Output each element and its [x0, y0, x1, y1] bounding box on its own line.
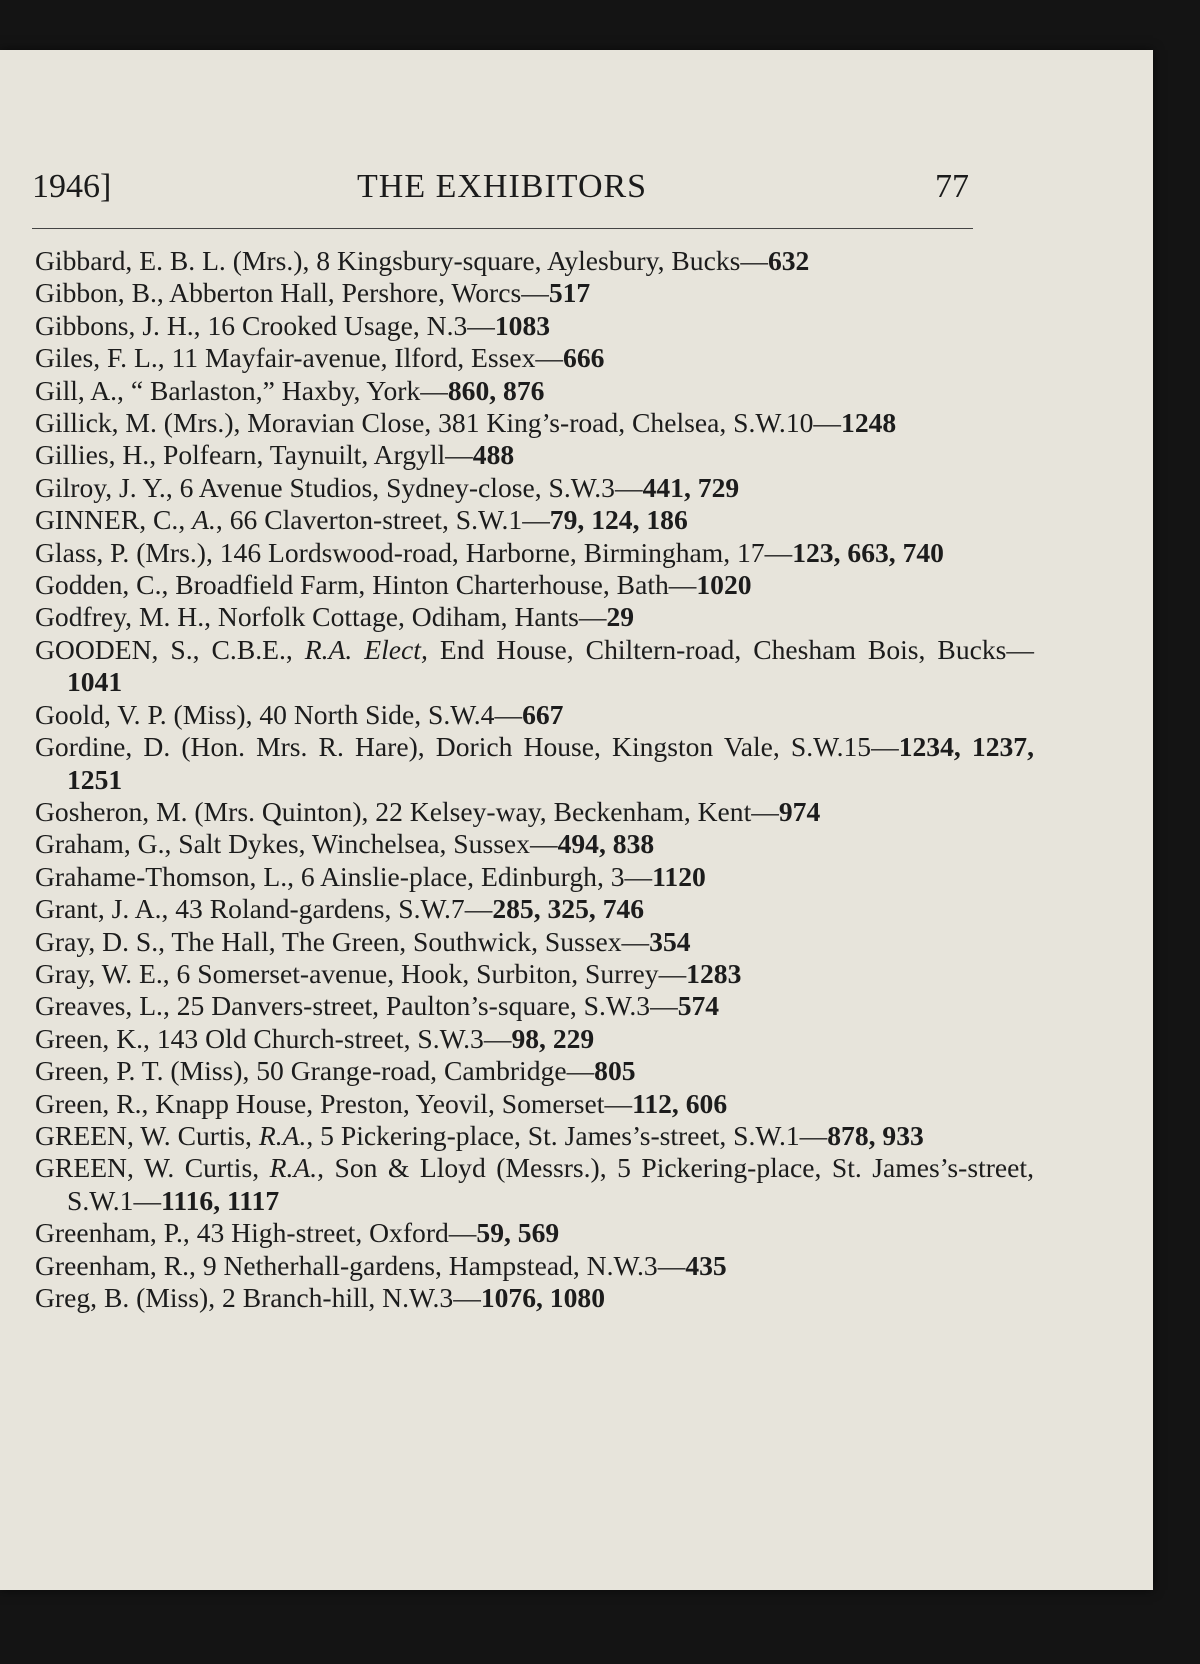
catalogue-numbers: 632	[767, 245, 810, 276]
catalogue-numbers: 354	[649, 925, 691, 957]
exhibitor-text: Godden, C., Broadfield Farm, Hinton Charterhouse, Bath—	[35, 569, 697, 601]
exhibitor-text: Green, K., 143 Old Church-street, S.W.3—	[35, 1022, 512, 1054]
exhibitor-entry	[35, 1250, 1034, 1282]
catalogue-numbers: 488	[472, 439, 515, 471]
exhibitor-text: Greg, B. (Miss), 2 Branch-hill, N.W.3—	[35, 1282, 481, 1313]
exhibitor-text: Gray, W. E., 6 Somerset-avenue, Hook, Surbiton, Surrey—	[35, 957, 687, 989]
exhibitor-text: GINNER, C.,	[35, 504, 193, 536]
page-number: 77	[935, 168, 969, 205]
academy-title: R.A. Elect,	[304, 633, 428, 665]
exhibitor-entry	[35, 731, 1034, 796]
exhibitor-entry	[35, 1023, 1034, 1055]
exhibitor-text: Grant, J. A., 43 Roland-gardens, S.W.7—	[35, 893, 493, 925]
exhibitor-text: Gillick, M. (Mrs.), Moravian Close, 381 King’s-road, Chelsea, S.W.10—	[35, 407, 842, 439]
exhibitor-text: Green, R., Knapp House, Preston, Yeovil, Somerset—	[35, 1087, 633, 1119]
catalogue-numbers: 574	[677, 990, 720, 1022]
exhibitor-text: GREEN, W. Curtis,	[35, 1152, 270, 1184]
exhibitor-entry	[35, 1120, 1034, 1152]
exhibitor-entry	[35, 861, 1034, 893]
academy-title: A.	[192, 504, 216, 536]
exhibitor-entry	[35, 601, 1034, 633]
exhibitor-text: Goold, V. P. (Miss), 40 North Side, S.W.4—	[35, 698, 523, 730]
catalogue-numbers: 1020	[696, 569, 752, 601]
catalogue-numbers: 494, 838	[557, 828, 655, 860]
catalogue-numbers: 1076, 1080	[480, 1282, 605, 1313]
exhibitor-entry	[35, 1217, 1034, 1249]
academy-title: R.A.	[258, 1119, 307, 1151]
exhibitor-entry	[35, 796, 1034, 828]
book-page	[0, 50, 1153, 1590]
exhibitor-entry	[35, 1282, 1034, 1314]
exhibitor-entry	[35, 1152, 1034, 1217]
exhibitor-entry	[35, 504, 1034, 536]
exhibitor-text: Gibbon, B., Abberton Hall, Pershore, Worcs—	[35, 277, 549, 309]
exhibitor-text: Graham, G., Salt Dykes, Winchelsea, Sussex—	[35, 828, 558, 860]
header-rule	[32, 228, 973, 229]
exhibitor-entry	[35, 310, 1034, 342]
catalogue-numbers: 517	[548, 277, 591, 309]
catalogue-numbers: 1283	[686, 957, 742, 989]
exhibitor-text: GOODEN, S., C.B.E.,	[35, 633, 305, 665]
exhibitor-text: Gill, A., “ Barlaston,” Haxby, York—	[35, 374, 448, 406]
exhibitor-entry	[35, 634, 1034, 699]
exhibitor-address: , Son & Lloyd (Messrs.), 5 Pickering-place, St. James’s-street, S.W.1—	[67, 1152, 1034, 1216]
exhibitor-text: Greenham, P., 43 High-street, Oxford—	[35, 1217, 477, 1249]
running-header	[32, 168, 977, 212]
exhibitor-text: Giles, F. L., 11 Mayfair-avenue, Ilford, Essex—	[35, 342, 564, 374]
exhibitor-entry	[35, 990, 1034, 1022]
exhibitor-entry	[35, 926, 1034, 958]
catalogue-numbers: 59, 569	[476, 1217, 560, 1249]
catalogue-numbers: 435	[685, 1249, 727, 1281]
catalogue-numbers: 860, 876	[447, 374, 545, 406]
catalogue-numbers: 123, 663, 740	[792, 536, 944, 568]
catalogue-numbers: 1120	[652, 860, 706, 892]
exhibitor-entry	[35, 1088, 1034, 1120]
exhibitor-address: End House, Chiltern-road, Chesham Bois, Bucks—	[427, 633, 1034, 665]
exhibitor-text: Godfrey, M. H., Norfolk Cottage, Odiham, Hants—	[35, 601, 607, 633]
catalogue-numbers: 79, 124, 186	[549, 504, 688, 536]
catalogue-numbers: 285, 325, 746	[492, 893, 645, 925]
catalogue-numbers: 878, 933	[827, 1119, 924, 1151]
exhibitor-text: Gillies, H., Polfearn, Taynuilt, Argyll—	[35, 439, 473, 471]
exhibitor-entry	[35, 958, 1034, 990]
exhibitor-text: Green, P. T. (Miss), 50 Grange-road, Cambridge—	[35, 1055, 595, 1087]
academy-title: R.A.	[269, 1152, 318, 1184]
exhibitor-entry	[35, 699, 1034, 731]
exhibitor-entry	[35, 375, 1034, 407]
exhibitor-text: Greenham, R., 9 Netherhall-gardens, Hampstead, N.W.3—	[35, 1249, 686, 1281]
exhibitor-address: , 5 Pickering-place, St. James’s-street, S.W.1—	[306, 1119, 828, 1151]
exhibitor-entry	[35, 407, 1034, 439]
exhibitor-entry	[35, 277, 1034, 309]
exhibitor-text: Gordine, D. (Hon. Mrs. R. Hare), Dorich House, Kingston Vale, S.W.15—	[35, 731, 899, 763]
exhibitor-entry	[35, 342, 1034, 374]
exhibitor-text: Gilroy, J. Y., 6 Avenue Studios, Sydney-close, S.W.3—	[35, 471, 643, 503]
catalogue-numbers: 1248	[841, 407, 897, 439]
catalogue-numbers: 974	[778, 795, 821, 827]
header-year: 1946]	[32, 168, 112, 205]
exhibitor-entry	[35, 537, 1034, 569]
exhibitor-entry	[35, 245, 1034, 277]
exhibitor-entry	[35, 569, 1034, 601]
exhibitor-list	[35, 245, 1034, 1314]
catalogue-numbers: 1083	[494, 309, 551, 341]
catalogue-numbers: 805	[594, 1055, 636, 1087]
catalogue-numbers: 666	[563, 342, 605, 374]
catalogue-numbers: 1116, 1117	[161, 1184, 280, 1216]
catalogue-numbers: 1234, 1237, 1251	[67, 731, 1034, 795]
catalogue-numbers: 1041	[67, 666, 123, 698]
exhibitor-text: Gibbard, E. B. L. (Mrs.), 8 Kingsbury-square, Aylesbury, Bucks—	[35, 245, 768, 276]
catalogue-numbers: 441, 729	[642, 471, 740, 503]
catalogue-numbers: 29	[606, 601, 635, 633]
catalogue-numbers: 112, 606	[632, 1087, 728, 1119]
exhibitor-entry	[35, 439, 1034, 471]
exhibitor-text: Gray, D. S., The Hall, The Green, Southwick, Sussex—	[35, 925, 650, 957]
exhibitor-text: Glass, P. (Mrs.), 146 Lordswood-road, Harborne, Birmingham, 17—	[35, 536, 793, 568]
catalogue-numbers: 667	[522, 698, 564, 730]
exhibitor-address: , 66 Claverton-street, S.W.1—	[215, 504, 550, 536]
exhibitor-text: Gibbons, J. H., 16 Crooked Usage, N.3—	[35, 309, 495, 341]
exhibitor-entry	[35, 828, 1034, 860]
exhibitor-entry	[35, 1055, 1034, 1087]
exhibitor-text: Gosheron, M. (Mrs. Quinton), 22 Kelsey-way, Beckenham, Kent—	[35, 795, 779, 827]
catalogue-numbers: 98, 229	[511, 1022, 595, 1054]
exhibitor-entry	[35, 893, 1034, 925]
page-title: THE EXHIBITORS	[357, 168, 648, 205]
exhibitor-text: Greaves, L., 25 Danvers-street, Paulton’s-square, S.W.3—	[35, 990, 678, 1022]
exhibitor-entry	[35, 472, 1034, 504]
exhibitor-text: Grahame-Thomson, L., 6 Ainslie-place, Edinburgh, 3—	[35, 860, 653, 892]
exhibitor-text: GREEN, W. Curtis,	[35, 1119, 259, 1151]
